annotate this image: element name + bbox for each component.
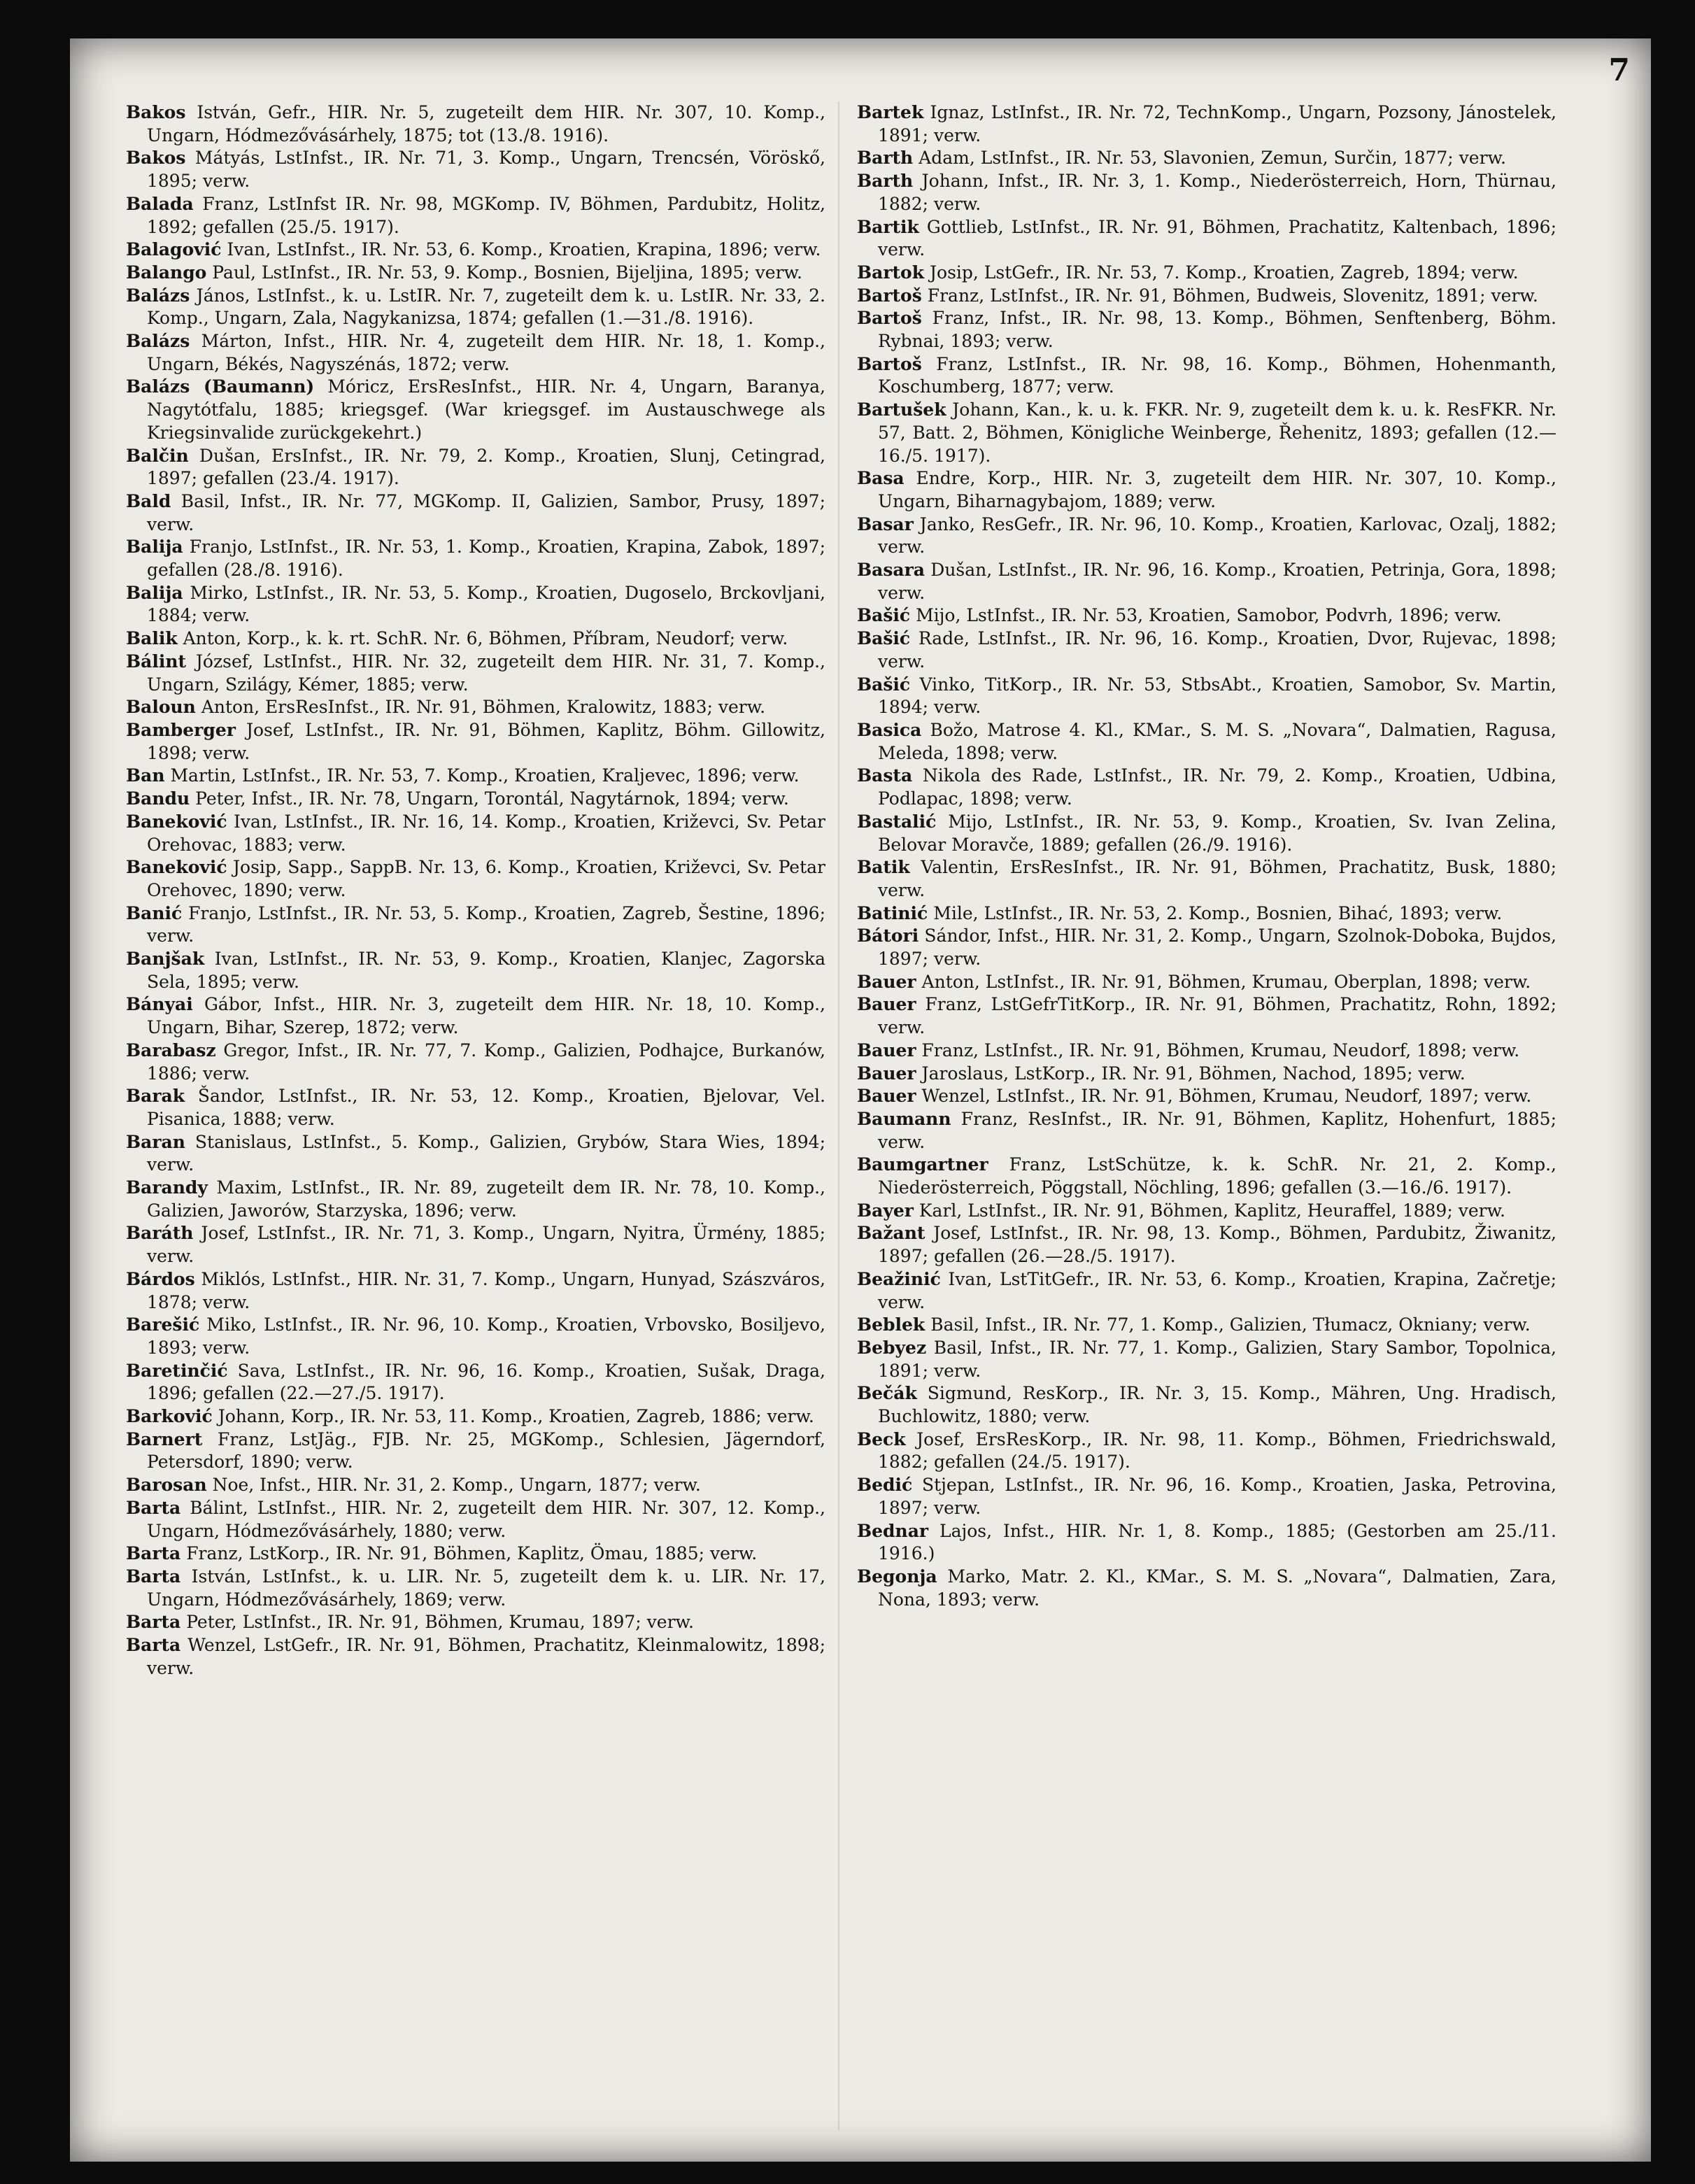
entry-details: Rade, LstInfst., IR. Nr. 96, 16. Komp., Kroatien, Dvor, Rujevac, 1898; verw. <box>878 628 1556 672</box>
entry-details: Dušan, LstInfst., IR. Nr. 96, 16. Komp., Kroatien, Petrinja, Gora, 1898; verw. <box>878 560 1556 603</box>
entry-details: Franjo, LstInfst., IR. Nr. 53, 5. Komp., Kroatien, Zagreb, Šestine, 1896; verw. <box>147 902 825 946</box>
entry-details: Wenzel, LstGefr., IR. Nr. 91, Böhmen, Prachatitz, Kleinmalowitz, 1898; verw. <box>147 1635 825 1678</box>
register-entry <box>857 765 1556 810</box>
register-entry <box>126 627 825 651</box>
entry-details: Miko, LstInfst., IR. Nr. 96, 10. Komp., Kroatien, Vrbovsko, Bosiljevo, 1893; verw. <box>147 1314 825 1358</box>
entry-details: Bálint, LstInfst., HIR. Nr. 2, zugeteilt dem HIR. Nr. 307, 12. Komp., Ungarn, Hódmezővásárhely, 1880; verw. <box>147 1497 825 1541</box>
entry-details: Paul, LstInfst., IR. Nr. 53, 9. Komp., Bosnien, Bijeljina, 1895; verw. <box>206 262 802 283</box>
entry-surname: Bauer <box>857 994 916 1015</box>
entry-surname: Barth <box>857 148 914 169</box>
entry-details: Ignaz, LstInfst., IR. Nr. 72, TechnKomp., Ungarn, Pozsony, Jánostelek, 1891; verw. <box>878 102 1556 146</box>
register-entry <box>857 1085 1556 1108</box>
register-entry <box>857 1382 1556 1428</box>
entry-surname: Baran <box>126 1131 185 1152</box>
right-column <box>857 101 1556 1611</box>
entry-details: Wenzel, LstInfst., IR. Nr. 91, Böhmen, Krumau, Neudorf, 1897; verw. <box>916 1086 1532 1107</box>
entry-details: Josef, LstInfst., IR. Nr. 91, Böhmen, Kaplitz, Böhm. Gillowitz, 1898; verw. <box>147 719 825 763</box>
entry-details: Ivan, LstTitGefr., IR. Nr. 53, 6. Komp., Kroatien, Krapina, Začretje; verw. <box>878 1268 1556 1312</box>
register-entry <box>857 811 1556 856</box>
entry-surname: Barak <box>126 1086 185 1107</box>
entry-details: Sigmund, ResKorp., IR. Nr. 3, 15. Komp., Mähren, Ung. Hradisch, Buchlowitz, 1880; verw. <box>878 1383 1556 1427</box>
entry-surname: Balada <box>126 193 194 214</box>
register-entry <box>126 376 825 444</box>
entry-details: Šandor, LstInfst., IR. Nr. 53, 12. Komp., Kroatien, Bjelovar, Vel. Pisanica, 1888; verw. <box>147 1086 825 1129</box>
register-entry <box>857 1200 1556 1223</box>
register-entry <box>857 1520 1556 1566</box>
entry-surname: Baloun <box>126 697 196 718</box>
entry-details: Basil, Infst., IR. Nr. 77, MGKomp. II, Galizien, Sambor, Prusy, 1897; verw. <box>147 490 825 534</box>
entry-details: Franjo, LstInfst., IR. Nr. 53, 1. Komp., Kroatien, Krapina, Zabok, 1897; gefallen (28./8. 1916). <box>147 537 825 581</box>
entry-details: Basil, Infst., IR. Nr. 77, 1. Komp., Galizien, Stary Sambor, Topolnica, 1891; verw. <box>878 1337 1556 1381</box>
register-entry <box>126 1360 825 1405</box>
entry-surname: Batik <box>857 857 910 878</box>
register-entry <box>126 788 825 811</box>
register-entry <box>857 1222 1556 1268</box>
register-entry <box>126 993 825 1039</box>
entry-details: Maxim, LstInfst., IR. Nr. 89, zugeteilt dem IR. Nr. 78, 10. Komp., Galizien, Jaworów, Starzyska, 1896; verw. <box>147 1177 825 1221</box>
entry-details: Johann, Infst., IR. Nr. 3, 1. Komp., Niederösterreich, Horn, Thürnau, 1882; verw. <box>878 171 1556 214</box>
register-entry <box>857 1268 1556 1314</box>
entry-surname: Basara <box>857 560 925 581</box>
register-entry <box>126 1040 825 1085</box>
entry-details: Josef, LstInfst., IR. Nr. 98, 13. Komp., Böhmen, Pardubitz, Žiwanitz, 1897; gefallen (26.—28./5. 1917). <box>878 1223 1556 1267</box>
entry-details: Ivan, LstInfst., IR. Nr. 16, 14. Komp., Kroatien, Križevci, Sv. Petar Orehovac, 1883; verw. <box>147 811 825 855</box>
entry-details: Karl, LstInfst., IR. Nr. 91, Böhmen, Kaplitz, Heuraffel, 1889; verw. <box>913 1200 1505 1221</box>
entry-surname: Balija <box>126 582 183 603</box>
register-entry <box>857 170 1556 215</box>
register-entry <box>126 1177 825 1222</box>
entry-details: Franz, LstInfst., IR. Nr. 91, Böhmen, Budweis, Slovenitz, 1891; verw. <box>921 285 1538 306</box>
entry-surname: Bartok <box>857 262 925 283</box>
entry-details: Anton, LstInfst., IR. Nr. 91, Böhmen, Krumau, Oberplan, 1898; verw. <box>916 971 1531 992</box>
entry-details: Franz, LstInfst., IR. Nr. 91, Böhmen, Krumau, Neudorf, 1898; verw. <box>916 1040 1520 1061</box>
register-entry <box>126 330 825 376</box>
entry-surname: Bauer <box>857 1063 916 1084</box>
entry-surname: Bálint <box>126 651 187 672</box>
entry-surname: Bauer <box>857 971 916 992</box>
register-entry <box>857 1428 1556 1474</box>
entry-surname: Balik <box>126 628 178 649</box>
entry-surname: Beažinić <box>857 1268 941 1289</box>
register-entry <box>857 993 1556 1039</box>
column-divider <box>838 101 839 2130</box>
entry-surname: Balija <box>126 537 183 558</box>
register-entry <box>126 285 825 330</box>
entry-surname: Bastalić <box>857 811 937 832</box>
register-entry <box>857 1063 1556 1086</box>
register-entry <box>126 719 825 765</box>
entry-details: István, Gefr., HIR. Nr. 5, zugeteilt dem HIR. Nr. 307, 10. Komp., Ungarn, Hódmezővásárhely, 1875; tot (13./8. 1916). <box>147 102 825 146</box>
register-entry <box>126 1634 825 1680</box>
entry-details: Stanislaus, LstInfst., 5. Komp., Galizien, Grybów, Stara Wies, 1894; verw. <box>147 1131 825 1175</box>
entry-surname: Beblek <box>857 1314 925 1335</box>
register-entry <box>857 719 1556 765</box>
register-entry <box>126 1497 825 1543</box>
entry-details: Franz, LstInfst IR. Nr. 98, MGKomp. IV, Böhmen, Pardubitz, Holitz, 1892; gefallen (25./5. 1917). <box>147 193 825 237</box>
entry-surname: Bátori <box>857 926 919 946</box>
register-entry <box>126 147 825 192</box>
entry-details: Stjepan, LstInfst., IR. Nr. 96, 16. Komp., Kroatien, Jaska, Petrovina, 1897; verw. <box>878 1475 1556 1518</box>
register-entry <box>857 399 1556 467</box>
register-entry <box>857 856 1556 902</box>
entry-details: Mirko, LstInfst., IR. Nr. 53, 5. Komp., Kroatien, Dugoselo, Brckovljani, 1884; verw. <box>147 582 825 626</box>
entry-details: Johann, Korp., IR. Nr. 53, 11. Komp., Kroatien, Zagreb, 1886; verw. <box>212 1406 814 1427</box>
entry-surname: Barosan <box>126 1475 207 1496</box>
entry-surname: Bartoš <box>857 353 922 374</box>
register-entry <box>857 1474 1556 1519</box>
register-entry <box>126 902 825 948</box>
register-entry <box>126 765 825 788</box>
register-entry <box>126 856 825 902</box>
register-entry <box>857 262 1556 285</box>
entry-details: Peter, Infst., IR. Nr. 78, Ungarn, Torontál, Nagytárnok, 1894; verw. <box>190 788 789 809</box>
entry-details: Gábor, Infst., HIR. Nr. 3, zugeteilt dem HIR. Nr. 18, 10. Komp., Ungarn, Bihar, Szerep, 1872; verw. <box>147 994 825 1038</box>
register-entry <box>857 604 1556 627</box>
register-entry <box>126 536 825 581</box>
entry-details: Gottlieb, LstInfst., IR. Nr. 91, Böhmen, Prachatitz, Kaltenbach, 1896; verw. <box>878 216 1556 260</box>
entry-surname: Barabasz <box>126 1040 216 1061</box>
register-entry <box>126 948 825 993</box>
entry-surname: Bečák <box>857 1383 917 1404</box>
entry-surname: Bakos <box>126 148 186 169</box>
entry-surname: Baumann <box>857 1108 951 1129</box>
entry-surname: Balázs <box>126 331 190 352</box>
entry-details: Peter, LstInfst., IR. Nr. 91, Böhmen, Krumau, 1897; verw. <box>180 1612 694 1633</box>
entry-surname: Bartik <box>857 216 919 237</box>
entry-surname: Baretinčić <box>126 1360 228 1381</box>
entry-surname: Barta <box>126 1497 181 1518</box>
entry-details: Franz, LstSchütze, k. k. SchR. Nr. 21, 2. Komp., Niederösterreich, Pöggstall, Nöchling, 1896; gefallen (3.—16./6. 1917). <box>878 1154 1556 1198</box>
register-entry <box>126 193 825 239</box>
entry-details: Jaroslaus, LstKorp., IR. Nr. 91, Böhmen, Nachod, 1895; verw. <box>916 1063 1466 1084</box>
entry-surname: Barandy <box>126 1177 208 1198</box>
entry-surname: Barešić <box>126 1314 200 1335</box>
register-entry <box>126 1428 825 1474</box>
entry-details: Anton, ErsResInfst., IR. Nr. 91, Böhmen, Kralowitz, 1883; verw. <box>195 697 766 718</box>
entry-details: Valentin, ErsResInfst., IR. Nr. 91, Böhmen, Prachatitz, Busk, 1880; verw. <box>878 857 1556 900</box>
entry-details: Franz, Infst., IR. Nr. 98, 13. Komp., Böhmen, Senftenberg, Böhm. Rybnai, 1893; verw. <box>878 308 1556 352</box>
entry-surname: Bárdos <box>126 1268 195 1289</box>
entry-surname: Balázs (Baumann) <box>126 376 315 397</box>
entry-details: Franz, LstKorp., IR. Nr. 91, Böhmen, Kaplitz, Ömau, 1885; verw. <box>180 1543 758 1564</box>
entry-surname: Baneković <box>126 857 227 878</box>
entry-surname: Bedić <box>857 1475 913 1496</box>
register-entry <box>126 239 825 262</box>
register-entry <box>857 1566 1556 1611</box>
register-entry <box>857 147 1556 170</box>
entry-details: Adam, LstInfst., IR. Nr. 53, Slavonien, Zemun, Surčin, 1877; verw. <box>913 148 1506 169</box>
register-entry <box>126 1611 825 1634</box>
entry-details: Márton, Infst., HIR. Nr. 4, zugeteilt dem HIR. Nr. 18, 1. Komp., Ungarn, Békés, Nagyszénás, 1872; verw. <box>147 331 825 374</box>
entry-surname: Bayer <box>857 1200 914 1221</box>
register-entry <box>126 582 825 627</box>
entry-surname: Barth <box>857 171 914 192</box>
entry-details: Dušan, ErsInfst., IR. Nr. 79, 2. Komp., Kroatien, Slunj, Cetingrad, 1897; gefallen (23./4. 1917). <box>147 445 825 489</box>
register-entry <box>857 307 1556 353</box>
entry-details: Basil, Infst., IR. Nr. 77, 1. Komp., Galizien, Tłumacz, Okniany; verw. <box>925 1314 1531 1335</box>
entry-surname: Basar <box>857 513 914 534</box>
register-entry <box>857 1337 1556 1382</box>
entry-surname: Bányai <box>126 994 193 1015</box>
entry-details: Josef, ErsResKorp., IR. Nr. 98, 11. Komp., Böhmen, Friedrichswald, 1882; gefallen (24./5. 1917). <box>878 1428 1556 1473</box>
entry-details: Gregor, Infst., IR. Nr. 77, 7. Komp., Galizien, Podhajce, Burkanów, 1886; verw. <box>147 1040 825 1084</box>
register-entry <box>126 1566 825 1611</box>
register-entry <box>126 1474 825 1497</box>
entry-surname: Baumgartner <box>857 1154 988 1175</box>
register-entry <box>126 1405 825 1428</box>
register-entry <box>857 674 1556 719</box>
entry-details: Martin, LstInfst., IR. Nr. 53, 7. Komp., Kroatien, Kraljevec, 1896; verw. <box>164 765 800 786</box>
entry-surname: Barta <box>126 1612 181 1633</box>
entry-details: Mile, LstInfst., IR. Nr. 53, 2. Komp., Bosnien, Bihać, 1893; verw. <box>928 902 1503 923</box>
entry-details: Miklós, LstInfst., HIR. Nr. 31, 7. Komp., Ungarn, Hunyad, Szászváros, 1878; verw. <box>147 1268 825 1312</box>
entry-surname: Beck <box>857 1428 906 1449</box>
entry-details: Mijo, LstInfst., IR. Nr. 53, 9. Komp., Kroatien, Sv. Ivan Zelina, Belovar Moravče, 1889; gefallen (26./9. 1916). <box>878 811 1556 855</box>
entry-details: Franz, LstJäg., FJB. Nr. 25, MGKomp., Schlesien, Jägerndorf, Petersdorf, 1890; verw. <box>147 1428 825 1473</box>
entry-surname: Balázs <box>126 285 190 306</box>
entry-surname: Bednar <box>857 1520 929 1541</box>
entry-surname: Bartek <box>857 102 924 122</box>
register-entry <box>126 1222 825 1268</box>
entry-surname: Batinić <box>857 902 928 923</box>
register-entry <box>857 1154 1556 1199</box>
register-entry <box>126 262 825 285</box>
register-entry <box>857 902 1556 926</box>
entry-details: József, LstInfst., HIR. Nr. 32, zugeteilt dem HIR. Nr. 31, 7. Komp., Ungarn, Szilágy, Kémer, 1885; verw. <box>147 651 825 695</box>
entry-surname: Bauer <box>857 1086 916 1107</box>
entry-surname: Basta <box>857 765 913 786</box>
entry-details: Johann, Kan., k. u. k. FKR. Nr. 9, zugeteilt dem k. u. k. ResFKR. Nr. 57, Batt. 2, Böhmen, Königliche Weinberge, Řehenitz, 1893; gefallen (12.—16./5. 1917). <box>878 399 1556 466</box>
entry-surname: Bauer <box>857 1040 916 1061</box>
entry-details: Anton, Korp., k. k. rt. SchR. Nr. 6, Böhmen, Příbram, Neudorf; verw. <box>177 628 788 649</box>
entry-details: Marko, Matr. 2. Kl., KMar., S. M. S. „Novara“, Dalmatien, Zara, Nona, 1893; verw. <box>878 1566 1556 1610</box>
register-entry <box>857 353 1556 399</box>
register-entry <box>857 971 1556 994</box>
entry-details: Mijo, LstInfst., IR. Nr. 53, Kroatien, Samobor, Podvrh, 1896; verw. <box>910 605 1502 626</box>
entry-surname: Bamberger <box>126 719 236 740</box>
register-entry <box>857 925 1556 970</box>
entry-details: Lajos, Infst., HIR. Nr. 1, 8. Komp., 1885; (Gestorben am 25./11. 1916.) <box>878 1520 1556 1564</box>
entry-surname: Bandu <box>126 788 190 809</box>
register-entry <box>126 811 825 856</box>
entry-details: Ivan, LstInfst., IR. Nr. 53, 6. Komp., Kroatien, Krapina, 1896; verw. <box>221 239 821 260</box>
register-entry <box>857 216 1556 262</box>
entry-details: Nikola des Rade, LstInfst., IR. Nr. 79, 2. Komp., Kroatien, Udbina, Podlapac, 1898; verw. <box>878 765 1556 809</box>
register-entry <box>126 101 825 147</box>
entry-details: Sándor, Infst., HIR. Nr. 31, 2. Komp., Ungarn, Szolnok-Doboka, Bujdos, 1897; verw. <box>878 926 1556 970</box>
entry-details: Josip, LstGefr., IR. Nr. 53, 7. Komp., Kroatien, Zagreb, 1894; verw. <box>924 262 1519 283</box>
entry-details: Ivan, LstInfst., IR. Nr. 53, 9. Komp., Kroatien, Klanjec, Zagorska Sela, 1895; verw. <box>147 949 825 992</box>
register-entry <box>857 627 1556 673</box>
register-entry <box>126 1543 825 1566</box>
entry-surname: Balčin <box>126 445 189 466</box>
entry-surname: Barta <box>126 1566 181 1587</box>
entry-details: Noe, Infst., HIR. Nr. 31, 2. Komp., Ungarn, 1877; verw. <box>206 1475 701 1496</box>
entry-surname: Basica <box>857 719 922 740</box>
entry-surname: Balango <box>126 262 207 283</box>
entry-surname: Baráth <box>126 1223 194 1244</box>
entry-details: János, LstInfst., k. u. LstIR. Nr. 7, zugeteilt dem k. u. LstIR. Nr. 33, 2. Komp., Ungarn, Zala, Nagykanizsa, 1874; gefallen (1.—31./8. 1916). <box>147 285 825 329</box>
register-entry <box>126 490 825 536</box>
entry-details: Vinko, TitKorp., IR. Nr. 53, StbsAbt., Kroatien, Samobor, Sv. Martin, 1894; verw. <box>878 674 1556 718</box>
register-entry <box>857 559 1556 604</box>
register-entry <box>857 513 1556 559</box>
entry-surname: Bašić <box>857 628 911 649</box>
entry-details: Sava, LstInfst., IR. Nr. 96, 16. Komp., Kroatien, Sušak, Draga, 1896; gefallen (22.—27./5. 1917). <box>147 1360 825 1404</box>
register-entry <box>857 1040 1556 1063</box>
entry-surname: Barta <box>126 1635 181 1656</box>
register-entry <box>126 1314 825 1359</box>
register-entry <box>126 651 825 696</box>
entry-surname: Barnert <box>126 1428 203 1449</box>
entry-surname: Balagović <box>126 239 222 260</box>
entry-surname: Banjšak <box>126 949 205 970</box>
entry-surname: Begonja <box>857 1566 937 1587</box>
register-entry <box>126 445 825 490</box>
register-entry <box>857 467 1556 513</box>
entry-surname: Bebyez <box>857 1337 927 1358</box>
left-column <box>126 101 825 1680</box>
register-entry <box>126 1268 825 1314</box>
entry-details: Franz, LstInfst., IR. Nr. 98, 16. Komp., Böhmen, Hohenmanth, Koschumberg, 1877; verw. <box>878 353 1556 397</box>
entry-details: Franz, ResInfst., IR. Nr. 91, Böhmen, Kaplitz, Hohenfurt, 1885; verw. <box>878 1108 1556 1152</box>
entry-surname: Basa <box>857 468 905 489</box>
entry-surname: Barta <box>126 1543 181 1564</box>
entry-details: Endre, Korp., HIR. Nr. 3, zugeteilt dem HIR. Nr. 307, 10. Komp., Ungarn, Biharnagybajom, 1889; verw. <box>878 468 1556 511</box>
entry-surname: Bartoš <box>857 285 922 306</box>
entry-surname: Barković <box>126 1406 213 1427</box>
entry-details: Janko, ResGefr., IR. Nr. 96, 10. Komp., Kroatien, Karlovac, Ozalj, 1882; verw. <box>878 513 1556 558</box>
document-page <box>70 38 1651 2162</box>
entry-details: Josef, LstInfst., IR. Nr. 71, 3. Komp., Ungarn, Nyitra, Ürmény, 1885; verw. <box>147 1223 825 1267</box>
entry-details: Móricz, ErsResInfst., HIR. Nr. 4, Ungarn, Baranya, Nagytótfalu, 1885; kriegsgef. (War kriegsgef. im Austauschwege als Kriegsinvalide zurückgekehrt.) <box>147 376 825 443</box>
entry-surname: Bažant <box>857 1223 925 1244</box>
page-number: 7 <box>1608 52 1630 88</box>
entry-surname: Ban <box>126 765 165 786</box>
entry-details: Franz, LstGefrTitKorp., IR. Nr. 91, Böhmen, Prachatitz, Rohn, 1892; verw. <box>878 994 1556 1038</box>
entry-surname: Baneković <box>126 811 227 832</box>
entry-surname: Bartoš <box>857 308 922 329</box>
entry-surname: Bakos <box>126 102 186 122</box>
entry-surname: Bald <box>126 490 171 511</box>
entry-surname: Bartušek <box>857 399 946 420</box>
entry-surname: Banić <box>126 902 183 923</box>
register-entry <box>857 1314 1556 1337</box>
register-entry <box>126 696 825 719</box>
entry-surname: Bašić <box>857 674 911 695</box>
register-entry <box>126 1085 825 1130</box>
entry-details: Mátyás, LstInfst., IR. Nr. 71, 3. Komp., Ungarn, Trencsén, Vöröskő, 1895; verw. <box>147 148 825 192</box>
register-entry <box>126 1131 825 1177</box>
register-entry <box>857 1108 1556 1154</box>
entry-surname: Bašić <box>857 605 911 626</box>
register-entry <box>857 101 1556 147</box>
entry-details: István, LstInfst., k. u. LIR. Nr. 5, zugeteilt dem k. u. LIR. Nr. 17, Ungarn, Hódmezővásárhely, 1869; verw. <box>147 1566 825 1610</box>
register-entry <box>857 285 1556 308</box>
entry-details: Božo, Matrose 4. Kl., KMar., S. M. S. „Novara“, Dalmatien, Ragusa, Meleda, 1898; verw. <box>878 719 1556 763</box>
entry-details: Josip, Sapp., SappB. Nr. 13, 6. Komp., Kroatien, Križevci, Sv. Petar Orehovec, 1890; verw. <box>147 857 825 900</box>
